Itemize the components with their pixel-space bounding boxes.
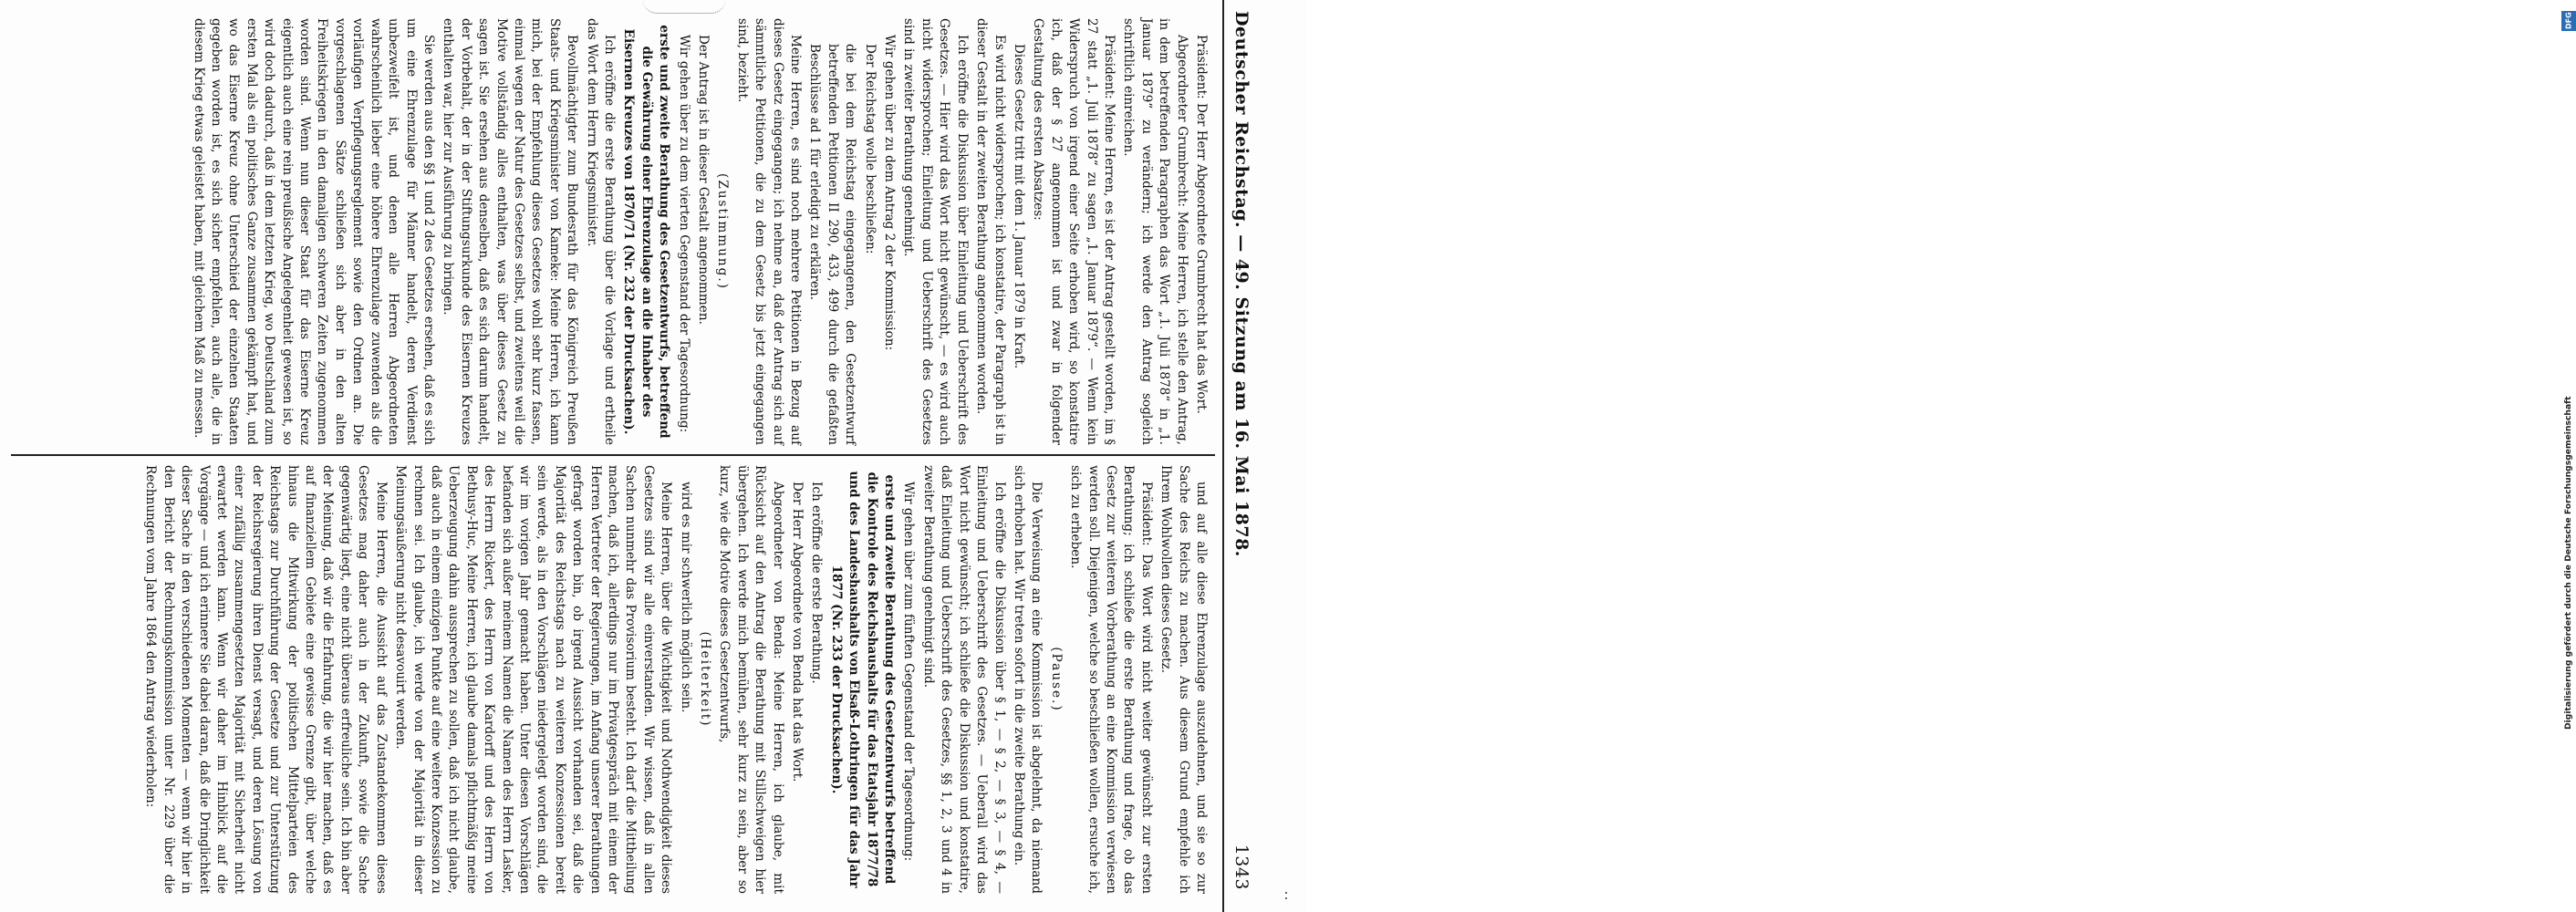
paragraph: wird es mir schwerlich möglich sein. [678, 482, 693, 713]
paragraph: (Heiterkeit) [698, 631, 713, 728]
dfg-sidebar [1274, 0, 2573, 912]
paragraph: Ich eröffne die Diskussion über § 1, — § 2, — § 3, — § 4, — Einleitung und Ueberschrift des Gesetzes. — Ueberall wird das Wort nicht gewünscht; ich schließe die Diskussion und konstatire, daß Einleitung und Ueberschrift des Gesetzes, §§ 1, 2, 3 und 4 in zweiter Berathung genehmigt sind. [920, 465, 1007, 894]
paragraph: Präsident: Das Wort wird nicht weiter gewünscht zur ersten Berathung; ich schließe die erste Berathung und frage, ob das Gesetz zur weiteren Vorberathung an eine Kommission verwiesen werden soll. Diejenigen, welche so beschließen wollen, ersuche ich, sich zu erheben. [1068, 465, 1154, 894]
paragraph: und auf alle diese Ehrenzulage auszudehnen, und sie so zur Sache des Reichs zu machen. Aus diesem Grund empfehle ich Ihrem Wohlwollen dieses Gesetz. [1158, 465, 1209, 894]
paragraph: Abgeordneter Grumbrecht: Meine Herren, ich stelle den Antrag, in dem betreffenden Paragraphen das Wort „1. Juli 1878“ in „1. Januar 1879“ zu verändern; ich werde den Antrag sogleich schriftlich einreichen. [1121, 18, 1189, 445]
paragraph: Ich eröffne die erste Berathung. [809, 482, 825, 684]
paragraph: Präsident: Meine Herren, es ist der Antrag gestellt worden, im § 27 statt „1. Juli 1878“ zu sagen „1. Januar 1879“. — Wenn kein Widerspruch von irgend einer Seite erhoben wird, so konstatire ich, daß der § 27 angenommen ist und zwar in folgender Gestaltung des ersten Absatzes: [1031, 18, 1117, 445]
page-header [1222, 0, 1259, 912]
paragraph: Ich eröffne die erste Berathung über die Vorlage und ertheile das Wort dem Herrn Kriegsminister. [584, 18, 617, 445]
paragraph: Meine Herren, über die Wichtigkeit und Nothwendigkeit dieses Gesetzes sind wir alle einverstanden. Wir wissen, daß in allen Sachen nunmehr das Provisorium besteht. Ich darf die Mittheilung machen, daß ich, allerdings nur im Privatgespräch mit einem der Herren Vertreter der Regierungen, im Anfang unserer Berathungen gefragt worden bin, ob irgend Aussicht vorhanden sei, daß die Majorität des Reichstags nach zu weiteren Konzessionen bereit sein werde, als in den Vorschlägen niedergelegt worden sind, die wir im vorigen Jahr gemacht haben. Unter diesen Vorschlägen befanden sich außer meinem Namen die Namen des Herrn Lasker, des Herrn Rickert, des Herrn von Kardorff und des Herrn von Bethusy-Huc, Meine Herren, ich glaube damals pflichtmäßig meine Ueberzeugung dahin aussprechen zu sollen, daß ich nicht glaube, daß auch in einem einzigen Punkte auf eine weitere Konzession zu rechnen sei. Ich glaube, ich werde von der Majorität in dieser Meinungsäußerung nicht desavouirt werden. [393, 465, 674, 894]
paragraph: Ich eröffne die Diskussion über Einleitung und Ueberschrift des Gesetzes. — Hier wird das Wort nicht gewünscht, — es wird auch nicht widersprochen; Einleitung und Ueberschrift des Gesetzes sind in zweiter Berathung genehmigt. [901, 18, 970, 445]
paragraph: Der Reichstag wolle beschließen: [862, 44, 878, 254]
page-header-title: Deutscher Reichstag. — 49. Sitzung am 16. Mai 1878. [1231, 11, 1252, 557]
page-number: 1343 [1231, 844, 1252, 890]
text-columns [11, 9, 1215, 907]
paragraph: Die Verweisung an eine Kommission ist abgelehnt, da niemand sich erhoben hat. Wir treten sofort in die zweite Berathung ein. [1011, 465, 1044, 894]
paragraph: Dieses Gesetz tritt mit dem 1. Januar 1879 in Kraft. [1011, 44, 1026, 369]
dfg-logo: DFG [2561, 11, 2576, 31]
paragraph: Sie werden aus den §§ 1 und 2 des Gesetzes ersehen, daß es sich um eine Ehrenzulage für Männer handelt, deren Verdienst unbezweifelt ist, und denen alle Herren Abgeordneten wahrscheinlich lieber eine höhere Ehrenzulage zuwenden als die vorläufigen Verpflegungsreglement sowie den Ordnen an. Die vorgeschlagenen Sätze schließen sich aber in den alten Freiheitskriegen in den damaligen schweren Zeiten zugenommen worden sind. Wenn nun dieser Staat für das Eiserne Kreuz eigentlich auch eine rein preußische Angelegenheit gewesen ist, so wird doch dadurch, daß in dem letzten Krieg, wo Deutschland zum ersten Mal als ein politisches Ganze zusammen gekämpft hat, und wo das Eiserne Kreuz ohne Unterschied der einzelnen Staaten gegeben worden ist, es sich sicher empfehlen, auch alle, die in diesem Krieg etwas geleistet haben, mit gleichem Maß zu messen. [191, 18, 436, 445]
rotated-newspaper-page [0, 0, 1259, 912]
paragraph: die bei dem Reichstag eingegangenen, den Gesetzentwurf betreffenden Petitionen II 290, 433, 499 durch die gefaßten Beschlüsse ad 1 für erledigt zu erklären. [807, 44, 858, 445]
paragraph: erste und zweite Berathung des Gesetzentwurfs betreffend die Kontrole des Reichshaushalts für das Etatsjahr 1877/78 und des Landeshaushalts von Elsaß-Lothringen für das Jahr 1877 (Nr. 233 der Drucksachen). [828, 471, 898, 888]
left-column [11, 9, 1215, 456]
paragraph: Wir gehen über zu dem Antrag 2 der Kommission: [882, 35, 898, 351]
paragraph: Präsident: Der Herr Abgeordnete Grumbrecht hat das Wort. [1194, 35, 1209, 414]
paragraph: erste und zweite Berathung des Gesetzentwurfs, betreffend die Gewährung einer Ehrenzulage an die Inhaber des Eisernen Kreuzes von 1870/71 (Nr. 232 der Drucksachen). [621, 25, 672, 439]
right-column [11, 456, 1215, 903]
paragraph: Abgeordneter von Benda: Meine Herren, ich glaube, mit Rücksicht auf den Antrag die Berathung mit Stillschweigen hier übergehen. Ich werde mich bemühen, sehr kurz zu sein, aber so kurz, wie die Motive dieses Gesetzentwurfs, [717, 465, 785, 894]
paragraph: (Zustimmung.) [715, 173, 731, 290]
paragraph: Der Herr Abgeordnete von Benda hat das Wort. [790, 482, 805, 782]
paragraph: (Pause.) [1048, 647, 1064, 712]
paragraph: Der Antrag ist in dieser Gestalt angenommen. [696, 35, 712, 325]
paragraph: Meine Herren, die Aussicht auf das Zustandekommen dieses Gesetzes mag daher auch in der Zukunft, sowie die Sache gegenwärtig liegt, eine nicht überaus erfreuliche sein. Ich bin aber der Meinung, daß wir die Erfahrung, die wir hier machen, daß es auf finanziellem Gebiete eine gewisse Grenze gibt, über welche hinaus die Mitwirkung der politischen Mittelparteien des Reichstags zur Durchführung der Gesetze und zur Unterstützung der Reichsregierung ihren Dienst versagt, und deren Lösung von einer zufällig zusammengesetzten Majorität mit Sicherheit nicht erwartet werden kann. Wenn wir daher im Hinblick auf die Vorgänge — und ich erinnere Sie dabei daran, daß die Dringlichkeit dieser Sache in den verschiedenen Momenten — wenn wir hier in den Bericht der Rechnungskommission unter Nr. 229 über die Rechnungen vom Jahre 1864 den Antrag wiederholen: [143, 465, 389, 894]
paragraph: Wir gehen über zu dem vierten Gegenstand der Tagesordnung: [676, 35, 691, 433]
dfg-funding-note: Digitalisierung gefördert durch die Deutsche Forschungsgemeinschaft [2563, 396, 2573, 730]
paragraph: Es wird nicht widersprochen; ich konstatire, der Paragraph ist in dieser Gestalt in der zweiten Berathung angenommen worden. [974, 18, 1007, 445]
paragraph: Wir gehen über zum fünften Gegenstand der Tagesordnung: [901, 482, 917, 862]
paragraph: Meine Herren, es sind noch mehrere Petitionen in Bezug auf dieses Gesetz eingegangen; ich nehme an, daß der Antrag sich auf sämmtliche Petitionen, die zu dem Gesetz bis jetzt eingegangen sind, bezieht. [734, 18, 804, 445]
paragraph: Bevollmächtigter zum Bundesrath für das Königreich Preußen Staats- und Kriegsminister von Kameke: Meine Herren, ich kann mich, bei der Empfehlung dieses Gesetzes wohl sehr kurz fassen, einmal wegen der Natur des Gesetzes selbst, und zweitens weil die Motive vollständig alles enthalten, was über dieses Gesetz zu sagen ist. Sie ersehen aus denselben, daß es sich darum handelt, der Vorbehalt, der in der Stiftungsurkunde des Eisernen Kreuzes enthalten war, hier zur Ausführung zu bringen. [441, 18, 580, 445]
